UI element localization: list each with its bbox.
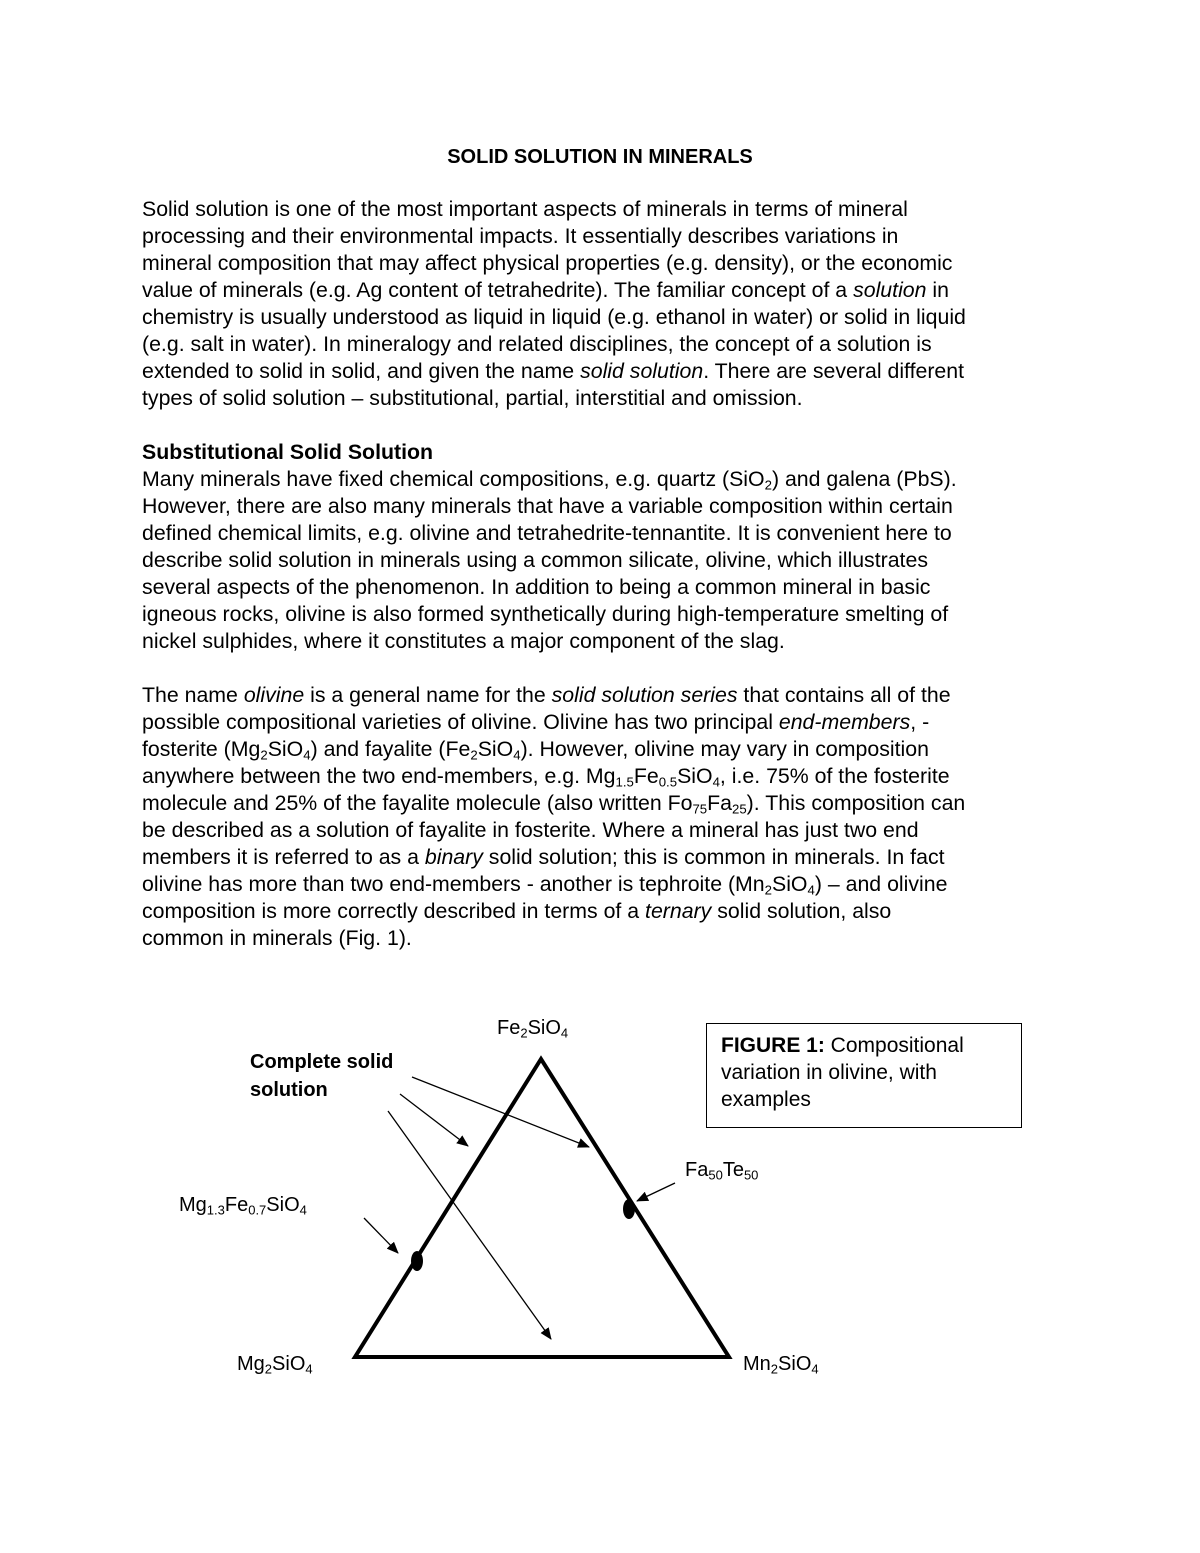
- text-run: ) and fayalite (Fe: [310, 737, 471, 761]
- example-point-right: [623, 1199, 635, 1219]
- text-run: ) – and olivine: [814, 872, 948, 896]
- text-run: SiO: [677, 764, 713, 788]
- text-run: in: [926, 278, 949, 302]
- vertex-label-fosterite: [237, 1351, 313, 1377]
- text-run: solid solution; this is common in minerals. In fact: [482, 845, 945, 869]
- text-run: solid solution: [580, 359, 704, 383]
- subscript: 1.3: [206, 1202, 225, 1218]
- text-run: defined chemical limits, e.g. olivine and tetrahedrite-tennantite. It is convenient here to: [142, 521, 952, 545]
- text-run: SiO: [527, 1017, 561, 1039]
- example-label-left: [179, 1192, 307, 1218]
- subscript: 2: [264, 1361, 273, 1377]
- text-run: ). This composition can: [746, 791, 966, 815]
- subscript: 2: [520, 1025, 528, 1041]
- text-run: igneous rocks, olivine is also formed synthetically during high-temperature smelting of: [142, 602, 949, 626]
- figure-caption-text-3: examples: [721, 1088, 811, 1111]
- subscript: 1.5: [615, 774, 634, 790]
- text-run: members it is referred to as a: [142, 845, 425, 869]
- text-run: extended to solid in solid, and given the name: [142, 359, 581, 383]
- text-run: Mg: [237, 1353, 265, 1375]
- text-run: Fa: [707, 791, 732, 815]
- text-run: several aspects of the phenomenon. In addition to being a common mineral in basic: [142, 575, 931, 599]
- callout-arrow-interior: [388, 1111, 551, 1339]
- text-run: processing and their environmental impacts. It essentially describes variations in: [142, 224, 899, 248]
- text-run: SiO: [477, 737, 514, 761]
- subscript: 4: [811, 1361, 819, 1377]
- text-run: chemistry is usually understood as liquid in liquid (e.g. ethanol in water) or solid in liquid: [142, 305, 966, 329]
- text-run: , i.e. 75% of the fosterite: [719, 764, 950, 788]
- text-run: solution: [853, 278, 927, 302]
- subscript: 2: [770, 1361, 779, 1377]
- text-run: Mn: [743, 1353, 771, 1375]
- example-arrow-left: [364, 1218, 398, 1253]
- text-run: that contains all of the: [737, 683, 951, 707]
- text-run: SiO: [267, 737, 304, 761]
- ternary-triangle: [355, 1059, 729, 1357]
- callout-line-2: solution: [250, 1079, 328, 1101]
- subscript: 2: [470, 747, 478, 763]
- text-run: Solid solution is one of the most important aspects of minerals in terms of mineral: [142, 197, 908, 221]
- text-run: Fa: [685, 1159, 709, 1181]
- subscript: 4: [299, 1202, 307, 1218]
- text-run: be described as a solution of fayalite in fosterite. Where a mineral has just two end: [142, 818, 919, 842]
- callout-line-1: Complete solid: [250, 1051, 394, 1073]
- subscript: 50: [708, 1167, 723, 1183]
- text-run: molecule and 25% of the fayalite molecule (also written Fo: [142, 791, 693, 815]
- text-run: possible compositional varieties of olivine. Olivine has two principal: [142, 710, 779, 734]
- figure-caption-label: FIGURE 1:: [721, 1034, 825, 1057]
- text-run: SiO: [272, 1353, 306, 1375]
- subscript: 4: [303, 747, 311, 763]
- text-run: , -: [910, 710, 930, 734]
- text-run: olivine has more than two end-members - another is tephroite (Mn: [142, 872, 765, 896]
- subscript: 75: [692, 801, 708, 817]
- subscript: 50: [743, 1167, 759, 1183]
- callout-arrow-right-edge: [412, 1077, 589, 1147]
- subscript: 2: [260, 747, 268, 763]
- text-run: . There are several different: [703, 359, 965, 383]
- example-point-left: [411, 1251, 423, 1271]
- vertex-label-tephroite: [743, 1351, 819, 1377]
- subscript: 4: [305, 1361, 313, 1377]
- text-run: Fe: [224, 1194, 249, 1216]
- subscript: 0.5: [658, 774, 678, 790]
- figure-caption-text-2: variation in olivine, with: [721, 1061, 937, 1084]
- example-label-right: [685, 1157, 758, 1183]
- text-run: Te: [722, 1159, 744, 1181]
- text-run: fosterite (Mg: [142, 737, 261, 761]
- text-run: olivine: [243, 683, 305, 707]
- callout-arrow-left-edge: [400, 1094, 468, 1146]
- text-run: Many minerals have fixed chemical compositions, e.g. quartz (SiO: [142, 467, 765, 491]
- example-arrow-right: [637, 1183, 675, 1201]
- text-run: end-members: [778, 710, 911, 734]
- text-run: is a general name for the: [304, 683, 552, 707]
- subscript: 4: [513, 747, 521, 763]
- subscript: 4: [712, 774, 720, 790]
- text-run: Mg: [179, 1194, 207, 1216]
- page-title: SOLID SOLUTION IN MINERALS: [447, 146, 753, 168]
- text-run: However, there are also many minerals that have a variable composition within certain: [142, 494, 953, 518]
- text-run: anywhere between the two end-members, e.g. Mg: [142, 764, 616, 788]
- subscript: 4: [560, 1025, 569, 1041]
- text-run: ). However, olivine may vary in composition: [520, 737, 929, 761]
- text-run: value of minerals (e.g. Ag content of tetrahedrite). The familiar concept of a: [142, 278, 854, 302]
- text-run: nickel sulphides, where it constitutes a major component of the slag.: [142, 629, 785, 653]
- text-run: composition is more correctly described in terms of a: [142, 899, 646, 923]
- subscript: 2: [764, 882, 772, 898]
- vertex-label-fayalite: [497, 1015, 568, 1041]
- callout-complete-solid-solution: [250, 1048, 393, 1104]
- subscript: 0.7: [248, 1202, 267, 1218]
- text-run: types of solid solution – substitutional, partial, interstitial and omission.: [142, 386, 803, 410]
- text-run: Substitutional Solid Solution: [142, 440, 434, 464]
- figure-caption-box: [706, 1023, 1022, 1128]
- text-run: binary: [424, 845, 483, 869]
- subscript: 2: [764, 477, 772, 493]
- text-run: SiO: [778, 1353, 812, 1375]
- text-run: ternary: [645, 899, 712, 923]
- text-run: Fe: [633, 764, 659, 788]
- subscript: 4: [807, 882, 815, 898]
- figure-caption-text-1: Compositional: [824, 1034, 964, 1057]
- subscript: 25: [732, 801, 747, 817]
- text-run: The name: [142, 683, 244, 707]
- text-run: (e.g. salt in water). In mineralogy and related disciplines, the concept of a solution is: [142, 332, 932, 356]
- text-run: describe solid solution in minerals using a common silicate, olivine, which illustrates: [142, 548, 928, 572]
- text-run: solid solution, also: [711, 899, 892, 923]
- text-run: SiO: [771, 872, 808, 896]
- text-run: common in minerals (Fig. 1).: [142, 926, 412, 950]
- text-run: ) and galena (PbS).: [771, 467, 957, 491]
- text-run: solid solution series: [551, 683, 738, 707]
- text-run: Fe: [497, 1017, 521, 1039]
- text-run: SiO: [266, 1194, 300, 1216]
- text-run: mineral composition that may affect physical properties (e.g. density), or the economic: [142, 251, 953, 275]
